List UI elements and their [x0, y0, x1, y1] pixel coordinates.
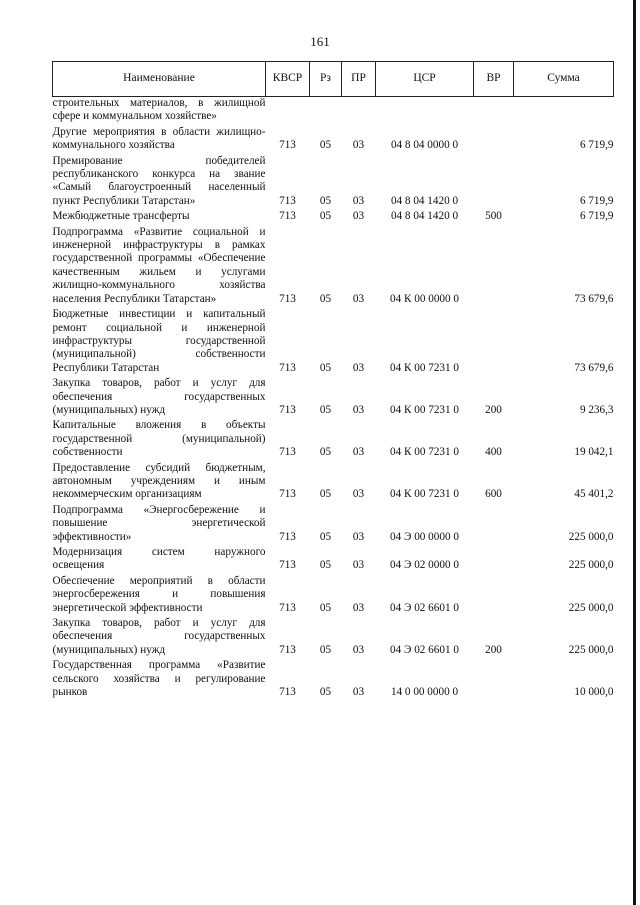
cell-rz: 05: [319, 361, 332, 374]
cell-csr: 04 Э 02 6601 0: [390, 643, 459, 656]
budget-table: [52, 61, 614, 701]
cell-rz: 05: [319, 403, 332, 416]
cell-csr: 14 0 00 0000 0: [390, 686, 459, 699]
cell-pr: 03: [352, 403, 365, 416]
cell-pr: 03: [352, 361, 365, 374]
cell-csr: 04 8 04 0000 0: [390, 139, 459, 152]
cell-kvsr: 713: [279, 446, 296, 459]
cell-kvsr: 713: [279, 601, 296, 614]
cell-kvsr: 713: [279, 559, 296, 572]
cell-rz: 05: [319, 488, 332, 501]
cell-kvsr: [266, 97, 310, 126]
cell-sum: 225 000,0: [568, 601, 614, 614]
table-header-row: [53, 62, 614, 97]
cell-rz: 05: [319, 643, 332, 656]
header-vr: ВР: [474, 62, 514, 97]
cell-csr: 04 8 04 1420 0: [390, 210, 459, 223]
cell-kvsr: 713: [279, 530, 296, 543]
cell-vr: [474, 155, 514, 211]
cell-kvsr: 713: [279, 643, 296, 656]
cell-csr: 04 К 00 7231 0: [390, 446, 459, 459]
cell-pr: 03: [352, 643, 365, 656]
cell-csr: 04 8 04 1420 0: [390, 194, 459, 207]
cell-name: Подпрограмма «Энергосбережение и повышение энергетической эффективности»: [52, 503, 266, 543]
cell-rz: 05: [319, 210, 332, 223]
cell-csr: [376, 97, 474, 126]
table-row: [53, 504, 614, 546]
header-name: Наименование: [53, 62, 266, 97]
cell-sum: 73 679,6: [574, 361, 614, 374]
cell-rz: 05: [319, 601, 332, 614]
cell-name: Обеспечение мероприятий в области энергосбережения и повышения энергетической эффективности: [52, 574, 266, 614]
table-row: [53, 617, 614, 659]
cell-vr: [474, 126, 514, 155]
cell-rz: 05: [319, 194, 332, 207]
cell-name: Другие мероприятия в области жилищно-коммунального хозяйства: [52, 125, 266, 152]
page-number: 161: [310, 34, 330, 49]
cell-name: Подпрограмма «Развитие социальной и инженерной инфраструктуры в рамках государственной программы «Обеспечение качественным жильем и услугами жилищно-коммунального хозяйства населения Республики Татарстан»: [52, 225, 266, 305]
table-row: [53, 226, 614, 308]
cell-vr: [474, 97, 514, 126]
cell-sum: 19 042,1: [574, 446, 614, 459]
table-row: [53, 546, 614, 575]
cell-vr: [474, 546, 514, 575]
cell-rz: 05: [319, 139, 332, 152]
page-edge-line: [633, 0, 636, 905]
cell-name: Бюджетные инвестиции и капитальный ремонт социальной и инженерной инфраструктуры государственной (муниципальной) собственности Республики Татарстан: [52, 308, 266, 374]
cell-sum: 225 000,0: [568, 643, 614, 656]
cell-sum: 225 000,0: [568, 559, 614, 572]
cell-name: Межбюджетные трансферты: [52, 210, 190, 223]
table-row: [53, 97, 614, 126]
cell-name: Закупка товаров, работ и услуг для обеспечения государственных (муниципальных) нужд: [52, 377, 266, 416]
table-row: [53, 575, 614, 617]
cell-sum: 6 719,9: [579, 139, 614, 152]
header-pr: ПР: [342, 62, 376, 97]
cell-pr: 03: [352, 530, 365, 543]
cell-csr: 04 Э 02 0000 0: [390, 559, 459, 572]
cell-csr: 04 К 00 7231 0: [390, 403, 459, 416]
cell-sum: 225 000,0: [568, 530, 614, 543]
cell-pr: [342, 97, 376, 126]
table-row: [53, 210, 614, 225]
cell-vr: [474, 575, 514, 617]
cell-pr: 03: [352, 139, 365, 152]
table-row: [53, 419, 614, 461]
cell-pr: 03: [352, 601, 365, 614]
cell-kvsr: 713: [279, 686, 296, 699]
cell-name: Закупка товаров, работ и услуг для обеспечения государственных (муниципальных) нужд: [52, 617, 266, 656]
cell-pr: 03: [352, 686, 365, 699]
table-row: [53, 155, 614, 211]
cell-sum: 6 719,9: [579, 194, 614, 207]
cell-kvsr: 713: [279, 139, 296, 152]
cell-csr: 04 К 00 7231 0: [390, 488, 459, 501]
cell-rz: 05: [319, 686, 332, 699]
cell-name: Премирование победителей республиканского конкурса на звание «Самый благоустроенный населенный пункт Республики Татарстан»: [52, 154, 266, 207]
cell-csr: 04 Э 02 6601 0: [390, 601, 459, 614]
cell-pr: 03: [352, 559, 365, 572]
cell-kvsr: 713: [279, 210, 296, 223]
cell-csr: 04 К 00 7231 0: [390, 361, 459, 374]
cell-pr: 03: [352, 194, 365, 207]
table-row: [53, 377, 614, 419]
table-row: [53, 126, 614, 155]
header-sum: Сумма: [514, 62, 614, 97]
cell-name: Государственная программа «Развитие сельского хозяйства и регулирование рынков: [52, 659, 266, 699]
cell-pr: 03: [352, 210, 365, 223]
cell-sum: 6 719,9: [579, 210, 614, 223]
cell-sum: 45 401,2: [574, 488, 614, 501]
cell-sum: 73 679,6: [574, 292, 614, 305]
cell-rz: [310, 97, 342, 126]
cell-name: строительных материалов, в жилищной сфере и коммунальном хозяйстве»: [52, 97, 266, 123]
cell-sum: 9 236,3: [579, 403, 614, 416]
header-csr: ЦСР: [376, 62, 474, 97]
cell-vr: [474, 226, 514, 308]
cell-rz: 05: [319, 530, 332, 543]
cell-vr: [474, 504, 514, 546]
cell-vr: [474, 659, 514, 701]
cell-vr: [474, 308, 514, 377]
cell-sum: 10 000,0: [574, 686, 614, 699]
cell-rz: 05: [319, 559, 332, 572]
cell-kvsr: 713: [279, 403, 296, 416]
cell-vr: 400: [485, 446, 502, 459]
cell-kvsr: 713: [279, 194, 296, 207]
cell-rz: 05: [319, 292, 332, 305]
table-row: [53, 462, 614, 504]
cell-csr: 04 К 00 0000 0: [390, 292, 459, 305]
cell-pr: 03: [352, 292, 365, 305]
cell-kvsr: 713: [279, 292, 296, 305]
cell-pr: 03: [352, 446, 365, 459]
table-row: [53, 308, 614, 377]
header-rz: Рз: [310, 62, 342, 97]
cell-csr: 04 Э 00 0000 0: [390, 530, 459, 543]
cell-vr: 200: [485, 643, 502, 656]
table-row: [53, 659, 614, 701]
cell-sum: [514, 97, 614, 126]
cell-kvsr: 713: [279, 361, 296, 374]
cell-name: Модернизация систем наружного освещения: [52, 546, 266, 572]
cell-name: Капитальные вложения в объекты государственной (муниципальной) собственности: [52, 419, 266, 459]
cell-rz: 05: [319, 446, 332, 459]
cell-vr: 500: [485, 210, 502, 223]
cell-vr: 200: [485, 403, 502, 416]
header-kvsr: КВСР: [266, 62, 310, 97]
cell-kvsr: 713: [279, 488, 296, 501]
cell-pr: 03: [352, 488, 365, 501]
cell-name: Предоставление субсидий бюджетным, автономным учреждениям и иным некоммерческим организациям: [52, 461, 266, 501]
cell-vr: 600: [485, 488, 502, 501]
